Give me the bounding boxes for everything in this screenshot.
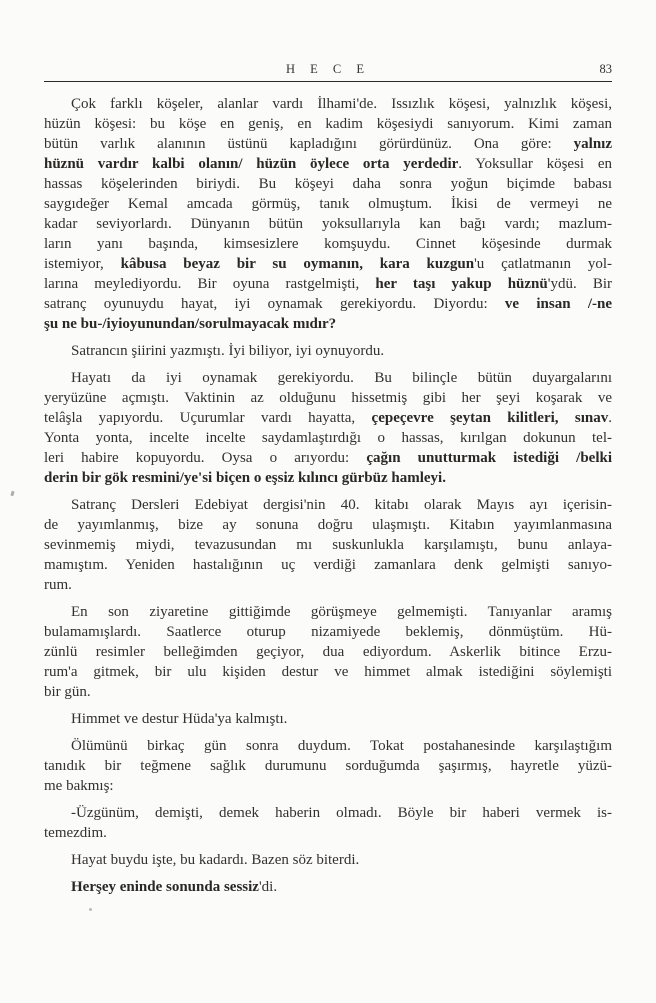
text-segment: temezdim. xyxy=(44,825,107,841)
text-segment: sevinmemiş miydi, tevazusundan mı suskunlukla karşılamıştı, bunu anlaya- xyxy=(44,537,612,553)
text-segment: hassas köşelerinden biriydi. Bu köşeyi daha sonra yoğun biçimde babası xyxy=(44,176,612,192)
text-line xyxy=(44,114,612,134)
text-segment: 'di. xyxy=(258,879,278,895)
paragraph xyxy=(44,341,612,361)
text-segment: Himmet ve destur Hüda'ya kalmıştı. xyxy=(71,711,288,727)
text-segment: . xyxy=(608,410,612,426)
text-segment: Çok farklı köşeler, alanlar vardı İlhami'de. Issızlık köşesi, yalnızlık köşesi, xyxy=(71,96,612,112)
text-segment: kadar seviyorlardı. Dünyanın bütün yoksullarıyla kan bağı vardı; mazlum- xyxy=(44,216,612,232)
text-segment: Satranç Dersleri Edebiyat dergisi'nin 40. kitabı olarak Mayıs ayı içerisin- xyxy=(71,497,612,513)
text-segment: satranç oyunuydu hayat, iyi oynamak gerekiyordu. Diyordu: xyxy=(44,296,505,312)
bold-phrase: Herşey eninde sonunda sessiz xyxy=(71,879,259,895)
paragraph xyxy=(44,850,612,870)
text-segment: telâşla yapıyordu. Uçurumlar vardı hayatta, xyxy=(44,410,372,426)
text-segment: Yonta yonta, incelte incelte saydamlaştırdığı o hassas, kırılgan dokunun tel- xyxy=(44,430,612,446)
text-segment: 'u çatlatmanın yol- xyxy=(474,256,612,272)
text-segment: tanıdık bir teğmene sağlık durumunu sorduğumda şaşırmış, hayretle yüzü- xyxy=(44,758,612,774)
text-line xyxy=(44,535,612,555)
text-segment: mamıştım. Yeniden hastalığının uç verdiği zamanlara denk gelmişti sanıyo- xyxy=(44,557,612,573)
text-segment: larına meylediyordu. Bir oyuna rastgelmişti, xyxy=(44,276,376,292)
text-segment: rum. xyxy=(44,577,72,593)
text-line xyxy=(44,555,612,575)
text-line xyxy=(44,622,612,642)
text-line xyxy=(44,388,612,408)
text-segment: istemiyor, xyxy=(44,256,121,272)
text-segment: leri habire kopuyordu. Oysa o arıyordu: xyxy=(44,450,367,466)
text-segment: rum'a gitmek, bir ulu kişiden destur ve himmet almak istediğini söylemişti xyxy=(44,664,612,680)
text-line xyxy=(44,294,612,314)
text-line xyxy=(44,642,612,662)
text-line xyxy=(44,368,612,388)
text-line xyxy=(44,428,612,448)
text-line xyxy=(44,194,612,214)
bold-phrase: çepeçevre şeytan kilitleri, sınav xyxy=(371,410,609,426)
text-line xyxy=(44,803,612,823)
text-line xyxy=(44,850,612,870)
text-segment: me bakmış: xyxy=(44,778,114,794)
text-line xyxy=(44,341,612,361)
text-line xyxy=(44,662,612,682)
text-line xyxy=(44,174,612,194)
text-line xyxy=(44,602,612,622)
text-line xyxy=(44,408,612,428)
text-line xyxy=(44,448,612,468)
text-segment: . Yoksullar köşesi en xyxy=(458,156,612,172)
bold-phrase: hüznü vardır kalbi olanın/ hüzün öylece orta yerdedir xyxy=(44,156,459,172)
bold-phrase: yalnız xyxy=(573,136,612,152)
page-number: 83 xyxy=(599,62,612,76)
text-line xyxy=(44,254,612,274)
text-line xyxy=(44,274,612,294)
text-line xyxy=(44,736,612,756)
text-segment: bütün varlık alanının üstünü kapladığını görürdünüz. Ona göre: xyxy=(44,136,574,152)
text-segment: saygıdeğer Kemal amcada görmüş, tanık olmuştum. İkisi de vermeyi ne xyxy=(44,196,612,212)
text-segment: Satrancın şiirini yazmıştı. İyi biliyor, iyi oynuyordu. xyxy=(71,343,385,359)
paragraph xyxy=(44,602,612,702)
text-line xyxy=(44,877,612,897)
text-line xyxy=(44,154,612,174)
scan-artifact xyxy=(89,908,92,911)
bold-phrase: şu ne bu-/iyioyunundan/sorulmayacak mıdır? xyxy=(44,316,337,332)
paragraph xyxy=(44,736,612,796)
text-line xyxy=(44,575,612,595)
text-line xyxy=(44,709,612,729)
text-segment: En son ziyaretine gittiğimde görüşmeye gelmemişti. Tanıyanlar aramış xyxy=(71,604,612,620)
page-body xyxy=(44,94,612,897)
text-line xyxy=(44,314,612,334)
bold-phrase: derin bir gök resmini/ye'si biçen o eşsiz kılıncı gürbüz hamleyi. xyxy=(44,470,446,486)
page-header xyxy=(44,0,612,77)
text-segment: de yayımlanmış, bize ay sonuna doğru ulaşmıştı. Kitabın yayımlanmasına xyxy=(44,517,612,533)
bold-phrase: her taşı yakup hüznü xyxy=(375,276,548,292)
paragraph xyxy=(44,368,612,488)
paragraph xyxy=(44,803,612,843)
text-line xyxy=(44,823,612,843)
text-segment: hüzün köşesi: bu köşe en geniş, en kadim köşesiydi sanıyorum. Kimi zaman xyxy=(44,116,612,132)
text-line xyxy=(44,468,612,488)
paragraph xyxy=(44,877,612,897)
text-segment: zünlü resimler belleğimden geçiyor, dua ediyordum. Askerlik bitince Erzu- xyxy=(44,644,612,660)
text-segment: -Üzgünüm, demişti, demek haberin olmadı. Böyle bir haberi vermek is- xyxy=(71,805,612,821)
text-line xyxy=(44,515,612,535)
text-line xyxy=(44,234,612,254)
bold-phrase: ve insan /-ne xyxy=(504,296,612,312)
paragraph xyxy=(44,709,612,729)
text-segment: Hayatı da iyi oynamak gerekiyordu. Bu bilinçle bütün duyargalarını xyxy=(71,370,612,386)
scan-artifact xyxy=(10,491,14,497)
bold-phrase: çağın unutturmak istediği /belki xyxy=(366,450,612,466)
text-segment: yeryüzüne açmıştı. Vaktinin az olduğunu hissetmiş gibi her şeyi koşarak ve xyxy=(44,390,612,406)
paragraph xyxy=(44,94,612,334)
text-segment: Ölümünü birkaç gün sonra duydum. Tokat postahanesinde karşılaştığım xyxy=(71,738,612,754)
bold-phrase: kâbusa beyaz bir su oymanın, kara kuzgun xyxy=(120,256,475,272)
text-line xyxy=(44,682,612,702)
paragraph xyxy=(44,495,612,595)
text-segment: Hayat buydu işte, bu kadardı. Bazen söz biterdi. xyxy=(71,852,360,868)
text-line xyxy=(44,94,612,114)
text-segment: bulamamışlardı. Saatlerce oturup nizamiyede beklemiş, dönmüştüm. Hü- xyxy=(44,624,612,640)
text-segment: 'ydü. Bir xyxy=(547,276,612,292)
text-line xyxy=(44,134,612,154)
journal-title: H E C E xyxy=(285,62,370,76)
text-segment: bir gün. xyxy=(44,684,91,700)
text-line xyxy=(44,756,612,776)
text-line xyxy=(44,776,612,796)
text-line xyxy=(44,214,612,234)
text-line xyxy=(44,495,612,515)
text-segment: ların yanı başında, kimsesizlere komşuydu. Cinnet köşesinde durmak xyxy=(44,236,612,252)
header-rule xyxy=(44,81,612,82)
